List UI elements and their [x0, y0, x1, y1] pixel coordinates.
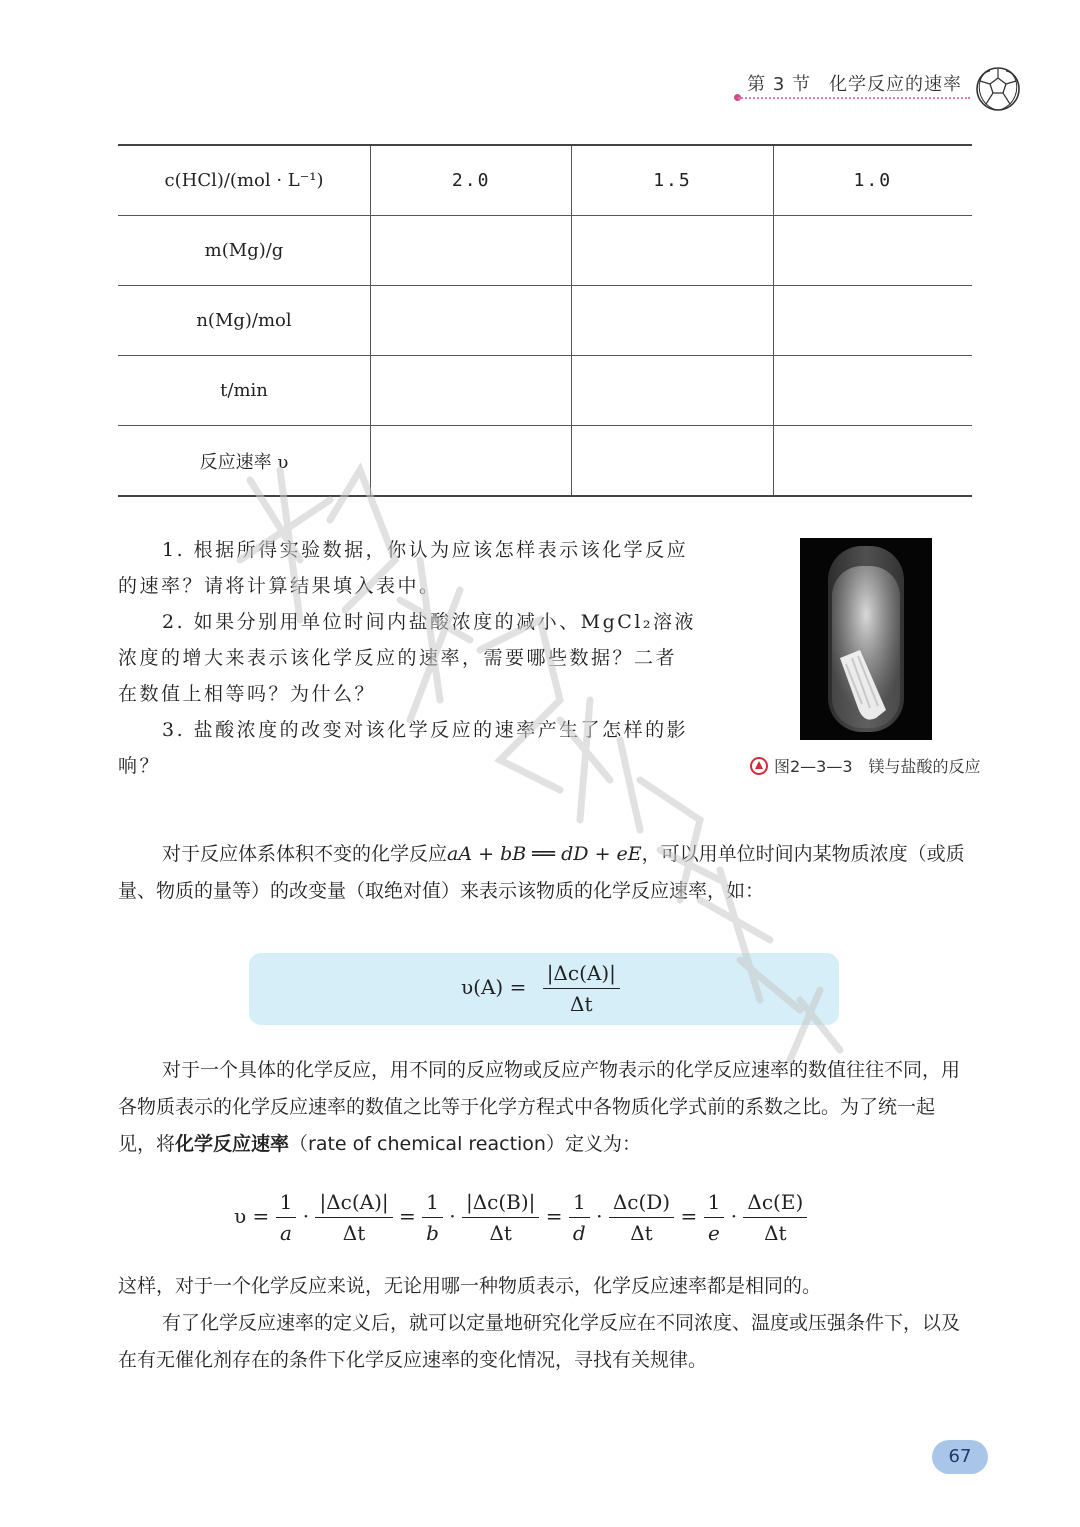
- table-cell: [773, 356, 972, 426]
- table-cell: 1.5: [572, 145, 773, 216]
- table-cell: [371, 216, 572, 286]
- page-number: 67: [932, 1440, 988, 1474]
- table-cell: [371, 356, 572, 426]
- table-cell: [572, 356, 773, 426]
- row-label: c(HCl)/(mol · L⁻¹): [118, 145, 371, 216]
- table-cell: [371, 426, 572, 497]
- rate-formula-box: [249, 953, 839, 1025]
- paragraph-3: 这样，对于一个化学反应来说，无论用哪一种物质表示，化学反应速率都是相同的。 有了化学反应速率的定义后，就可以定量地研究化学反应在不同浓度、温度或压强条件下，以及在有无催化剂存在的条件下化学反应速率的变化情况，寻找有关规律。: [118, 1268, 972, 1379]
- row-label: m(Mg)/g: [118, 216, 371, 286]
- table-cell: [773, 426, 972, 497]
- table-cell: 2.0: [371, 145, 572, 216]
- table-cell: [572, 426, 773, 497]
- fullerene-icon: [975, 66, 1021, 112]
- question-list: [118, 532, 698, 784]
- figure-caption: 图2—3—3 镁与盐酸的反应: [750, 754, 981, 777]
- paragraph-2: 对于一个具体的化学反应，用不同的反应物或反应产物表示的化学反应速率的数值往往不同，用各物质表示的化学反应速率的数值之比等于化学方程式中各物质化学式前的系数之比。为了统一起见，将化学反应速率（rate of chemical reaction）定义为：: [118, 1059, 961, 1155]
- header-divider: [738, 97, 970, 99]
- table-row: [118, 145, 972, 216]
- table-row: [118, 286, 972, 356]
- question-3: 3. 盐酸浓度的改变对该化学反应的速率产生了怎样的影响？: [118, 719, 689, 777]
- table-row: [118, 426, 972, 497]
- section-number: 第 3 节: [747, 74, 811, 95]
- table-cell: [773, 216, 972, 286]
- table-row: [118, 356, 972, 426]
- row-label: t/min: [118, 356, 371, 426]
- table-cell: [371, 286, 572, 356]
- key-term: 化学反应速率: [175, 1133, 290, 1155]
- table-row: [118, 216, 972, 286]
- running-header: [747, 70, 962, 96]
- test-tube-photo: [800, 538, 932, 740]
- table-cell: [572, 216, 773, 286]
- row-label: 反应速率 υ: [118, 426, 371, 497]
- rate-formula: υ(A) = $\frac{|\Delta c(A)|}{\Delta t}$: [461, 961, 620, 1016]
- question-1: 1. 根据所得实验数据，你认为应该怎样表示该化学反应的速率？请将计算结果填入表中。: [118, 539, 689, 597]
- paragraph-4: 有了化学反应速率的定义后，就可以定量地研究化学反应在不同浓度、温度或压强条件下，以及在有无催化剂存在的条件下化学反应速率的变化情况，寻找有关规律。: [118, 1312, 961, 1371]
- table-cell: 1.0: [773, 145, 972, 216]
- paragraph-1: 对于反应体系体积不变的化学反应aA + bB ══ dD + eE，可以用单位时间内某物质浓度（或质量、物质的量等）的改变量（取绝对值）来表示该物质的化学反应速率，如：: [118, 843, 965, 902]
- question-2: 2. 如果分别用单位时间内盐酸浓度的减小、MgCl₂溶液浓度的增大来表示该化学反应的速率，需要哪些数据？二者在数值上相等吗？为什么？: [118, 611, 697, 705]
- definition-formula: υ = $\frac{1}{a}$ · $\frac{|\Delta c(A)|}{\Delta t}$ = $\frac{1}{b}$ · $\frac{|\Delta c(B)|}{\Delta t}$ = $\frac{1}{d}$ · $\frac{\Delta c(D)}{\Delta t}$ = $\frac{1}{e}$ · $\frac{\Delta c(E)}{\Delta t}$: [234, 1190, 807, 1245]
- section-title: 化学反应的速率: [829, 74, 962, 95]
- table-cell: [773, 286, 972, 356]
- table-cell: [572, 286, 773, 356]
- figure-marker-icon: [750, 757, 768, 775]
- reaction-equation: aA + bB ══ dD + eE: [447, 843, 642, 865]
- data-table: [118, 144, 972, 497]
- row-label: n(Mg)/mol: [118, 286, 371, 356]
